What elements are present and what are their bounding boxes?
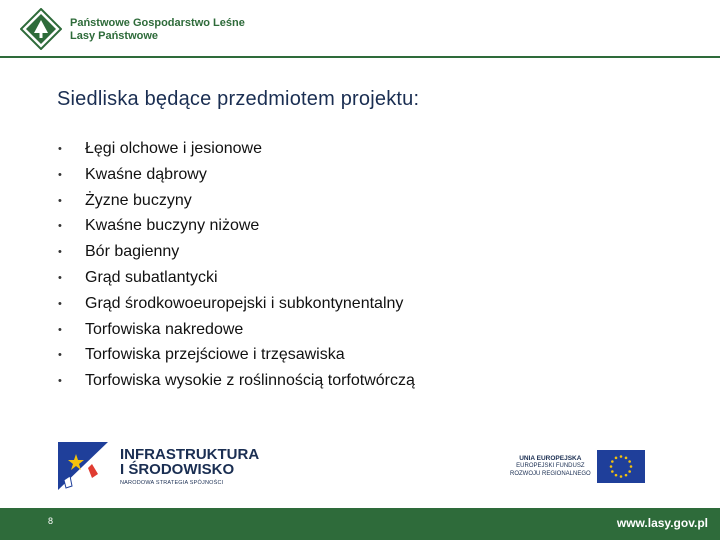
list-item-text: Kwaśne dąbrowy	[85, 165, 207, 183]
slide-title: Siedliska będące przedmiotem projektu:	[57, 88, 420, 110]
list-item-text: Torfowiska przejściowe i trzęsawiska	[85, 346, 345, 364]
list-item	[58, 216, 415, 242]
bullet-icon: •	[58, 194, 62, 207]
eu-star-icon	[619, 475, 622, 478]
list-item-text: Bór bagienny	[85, 243, 180, 261]
eu-star-icon	[609, 465, 612, 468]
bullet-icon: •	[58, 168, 62, 181]
eu-star-icon	[624, 457, 627, 460]
eu-star-icon	[628, 470, 631, 473]
list-item	[58, 345, 415, 371]
eu-star-icon	[611, 470, 614, 473]
bullet-icon: •	[58, 271, 62, 284]
page-number: 8	[48, 516, 54, 526]
lasy-panstwowe-logo-icon	[20, 8, 62, 50]
eu-star-icon	[628, 460, 631, 463]
list-item-text: Torfowiska nakredowe	[85, 320, 244, 338]
eu-star-icon	[611, 460, 614, 463]
org-line-2: Lasy Państwowe	[70, 30, 159, 42]
eu-star-icon	[614, 474, 617, 477]
eu-star-icon	[629, 465, 632, 468]
list-item	[58, 191, 415, 217]
funding-logos	[0, 430, 720, 500]
bullet-icon: •	[58, 220, 62, 233]
list-item-text: Kwaśne buczyny niżowe	[85, 217, 260, 235]
infra-line-2: I ŚRODOWISKO	[120, 460, 235, 478]
list-item	[58, 242, 415, 268]
bullet-icon: •	[58, 143, 62, 155]
eu-star-icon	[614, 457, 617, 460]
bullet-icon: •	[58, 297, 62, 310]
list-item	[58, 371, 415, 397]
organization-name	[70, 17, 245, 43]
list-item-text: Grąd subatlantycki	[85, 268, 218, 286]
website-link[interactable]: www.lasy.gov.pl	[616, 516, 708, 530]
bullet-icon: •	[58, 349, 62, 362]
habitat-list	[58, 139, 415, 397]
list-item-text: Żyzne buczyny	[85, 191, 192, 209]
bullet-icon: •	[58, 246, 62, 259]
header	[0, 0, 720, 60]
eu-line-1: UNIA EUROPEJSKA	[519, 455, 582, 462]
header-divider	[0, 56, 720, 58]
list-item	[58, 320, 415, 346]
eu-logo	[510, 450, 645, 483]
org-line-1: Państwowe Gospodarstwo Leśne	[70, 17, 245, 29]
list-item	[58, 139, 415, 165]
infra-line-1: INFRASTRUKTURA	[120, 445, 260, 463]
list-item	[58, 268, 415, 294]
infrastruktura-emblem-icon	[58, 440, 110, 492]
eu-flag-icon	[597, 450, 645, 483]
eu-star-icon	[619, 455, 622, 458]
list-item-text: Grąd środkowoeuropejski i subkontynentalny	[85, 294, 404, 312]
footer	[0, 508, 720, 540]
list-item-text: Łęgi olchowe i jesionowe	[85, 140, 262, 157]
infrastruktura-logo	[58, 440, 259, 492]
eu-line-2: EUROPEJSKI FUNDUSZ	[516, 463, 585, 469]
list-item	[58, 294, 415, 320]
eu-line-3: ROZWOJU REGIONALNEGO	[510, 470, 591, 477]
infra-subtitle: NARODOWA STRATEGIA SPÓJNOŚCI	[120, 479, 224, 486]
eu-star-icon	[624, 474, 627, 477]
bullet-icon: •	[58, 375, 62, 388]
list-item-text: Torfowiska wysokie z roślinnością torfotwórczą	[85, 372, 415, 390]
bullet-icon: •	[58, 323, 62, 336]
list-item	[58, 165, 415, 191]
